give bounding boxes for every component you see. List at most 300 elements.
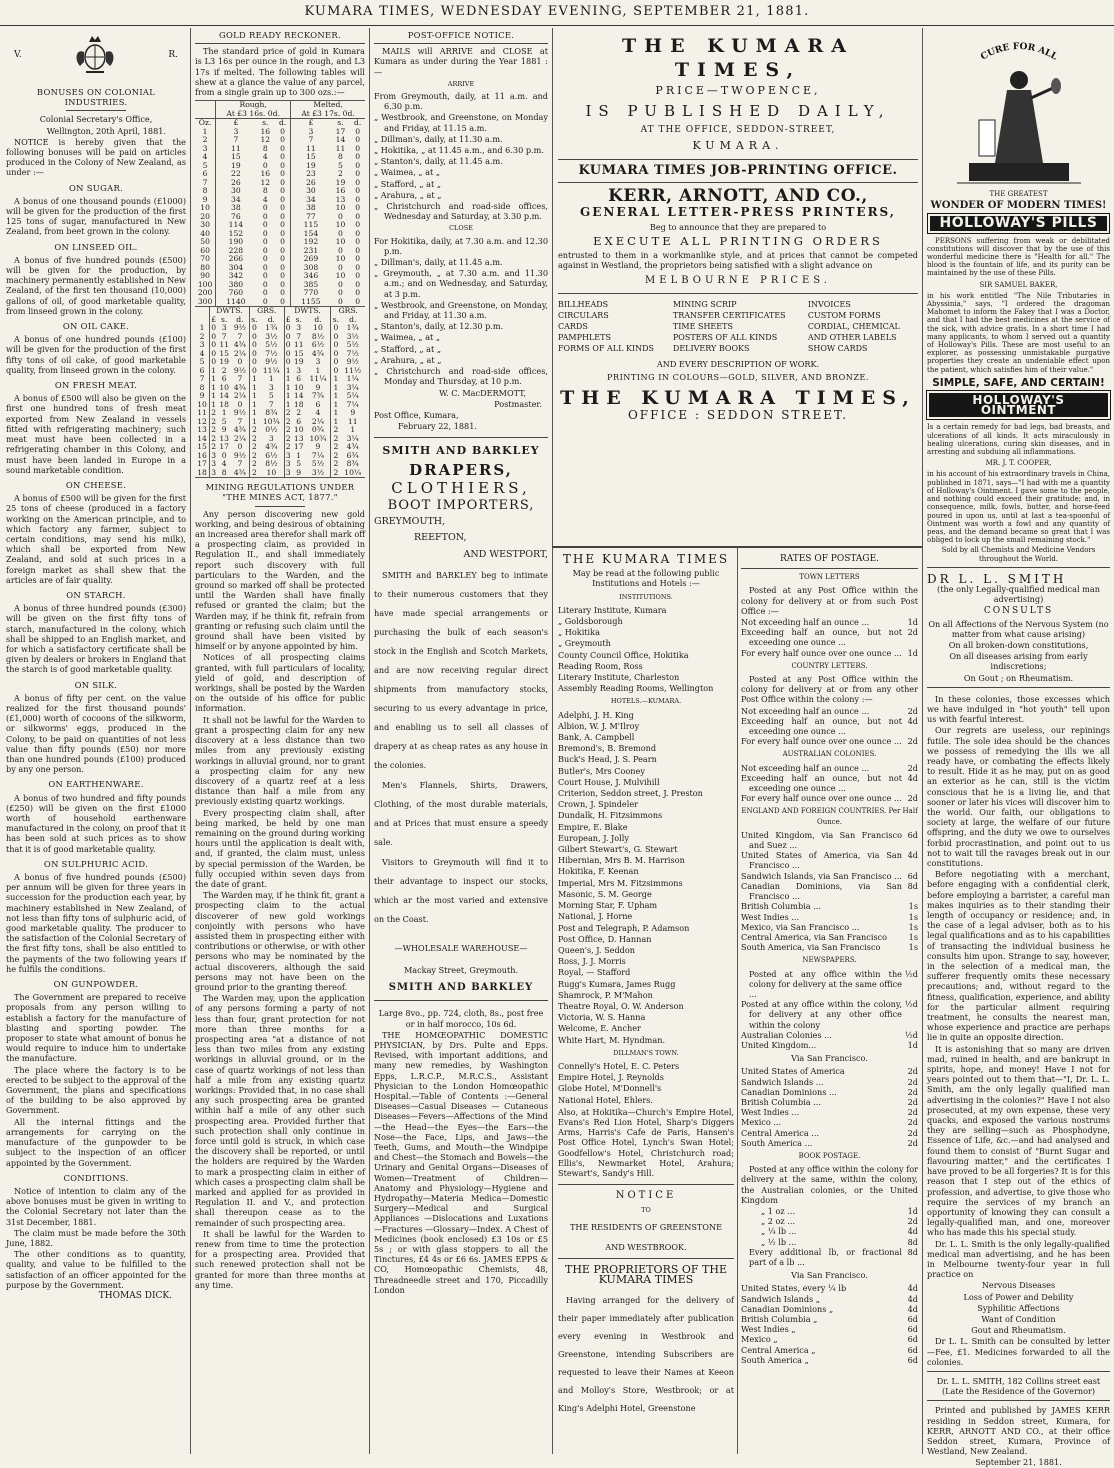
rate-label: Mexico ...	[741, 1117, 782, 1128]
table-cell: 11½	[344, 365, 362, 375]
table-cell: 2¼	[311, 416, 325, 426]
table-cell: 8¾	[346, 459, 359, 469]
holloway-ointment-banner: HOLLOWAY'S OINTMENT	[927, 391, 1110, 419]
table-header: d.	[349, 314, 357, 324]
ailment: Nervous Diseases	[981, 1280, 1056, 1291]
published-daily: IS PUBLISHED DAILY,	[585, 102, 891, 120]
table-cell: 0	[331, 333, 341, 342]
job-printing: KUMARA TIMES JOB-PRINTING OFFICE.	[578, 163, 898, 179]
rate-label: West Indies ...	[741, 1107, 800, 1118]
table-cell: 0	[338, 211, 343, 221]
table-cell: 2	[249, 460, 259, 469]
rate-value: 4d	[907, 772, 918, 783]
divider	[255, 506, 305, 507]
table-cell: 0	[211, 348, 217, 358]
rate-value: 1s	[908, 931, 918, 942]
table-cell: 228	[216, 247, 256, 256]
table-cell: 0	[262, 203, 268, 213]
rate-value: 1d	[907, 1039, 918, 1050]
table-cell: 2	[249, 435, 259, 444]
table-cell: 4	[199, 348, 205, 358]
rate-value: 2d	[907, 762, 918, 773]
table-cell: 10¾	[309, 433, 327, 443]
dr-only: (the only Legally-qualified medical man advertising)	[937, 583, 1100, 605]
divider	[374, 1000, 548, 1001]
table-cell: 2¼	[233, 348, 247, 358]
table-cell: 0	[249, 333, 259, 342]
rate-row	[741, 881, 918, 901]
table-cell: 1¾	[265, 323, 278, 333]
crest-left-letter: V.	[14, 49, 22, 60]
office-street: OFFICE : SEDDON STREET.	[627, 408, 849, 423]
table-cell: 3	[216, 128, 256, 137]
table-cell: 19	[219, 357, 229, 367]
dr-letter: Dr L. L. Smith can be consulted by letter—Fee, £1. Medicines forwarded to all the colonies.	[927, 1336, 1110, 1367]
table-cell: 0	[355, 271, 361, 281]
list-item: Gilbert Stewart's, G. Stewart	[558, 844, 678, 855]
table-cell: 266	[216, 255, 256, 264]
table-cell: 8½	[265, 459, 278, 469]
divider	[927, 1371, 1110, 1372]
table-cell: 3	[211, 450, 217, 460]
rate-label: British Columbia „	[741, 1314, 818, 1325]
book-via-rates	[741, 1283, 918, 1365]
rate-label: Not exceeding half an ounce ...	[741, 705, 870, 716]
table-header: DWTS.	[210, 307, 250, 316]
mail-entry: For Hokitika, daily, at 7.30 a.m. and 12.30 p.m.	[374, 235, 548, 256]
beg-line: Beg to announce that they are prepared to	[649, 221, 827, 232]
newspapers-heading: NEWSPAPERS.	[802, 956, 857, 965]
book-heading: BOOK POSTAGE.	[798, 1151, 861, 1160]
rate-value: 2d	[907, 1127, 918, 1138]
table-cell: 11	[216, 145, 256, 154]
kt-title: THE KUMARA TIMES	[562, 552, 730, 566]
table-cell: 0	[262, 211, 268, 221]
rate-value: 8d	[907, 880, 918, 891]
post-office-date: February 22, 1881.	[398, 421, 477, 432]
divider	[552, 546, 922, 548]
proprietors: THE PROPRIETORS OF THE KUMARA TIMES	[565, 1262, 727, 1287]
table-cell: 100	[197, 279, 213, 289]
table-cell: 10	[335, 203, 346, 213]
table-cell: 3	[211, 467, 217, 477]
table-cell: 13	[335, 194, 346, 204]
table-cell: 0	[211, 323, 217, 333]
divider	[558, 1184, 734, 1185]
australian-rates	[741, 763, 918, 804]
table-cell: 38	[216, 204, 256, 213]
rate-value: 2d	[907, 1137, 918, 1148]
rate-label: Exceeding half an ounce, but not exceeding one ounce ...	[741, 627, 902, 648]
table-cell: 0	[285, 357, 291, 367]
table-cell: 3	[285, 459, 291, 469]
table-cell: 1	[211, 399, 217, 409]
cooper-name: MR. J. T. COOPER,	[985, 459, 1052, 468]
rate-value: 2d	[907, 1216, 918, 1227]
table-cell: 0½	[265, 425, 278, 435]
mail-entry: „ Westbrook, and Greenstone, on Monday and Friday, at 11.15 a.m.	[374, 112, 548, 133]
table-cell: 0	[355, 160, 361, 170]
table-cell: 16	[260, 126, 271, 136]
rate-value: 2d	[907, 1076, 918, 1087]
ailment: Want of Condition	[981, 1313, 1056, 1324]
signature: THOMAS DICK.	[98, 1290, 172, 1301]
list-item: Masonic, S. M. George	[558, 888, 652, 899]
table-cell: 2	[249, 469, 259, 478]
table-cell: 0	[262, 262, 268, 272]
table-cell: 7	[237, 459, 243, 469]
divider	[558, 1258, 734, 1259]
table-cell: 4	[262, 152, 268, 162]
column-rule	[552, 28, 553, 1454]
table-header: s.	[220, 314, 228, 324]
rate-label: Mexico, via San Francisco ...	[741, 921, 860, 932]
table-cell: 1	[211, 374, 217, 384]
table-cell: 9	[315, 382, 321, 392]
table-cell: 2	[331, 435, 341, 444]
table-cell: 1	[315, 365, 321, 375]
table-row	[195, 452, 365, 461]
rate-label: British Columbia ...	[741, 901, 821, 912]
town: KUMARA.	[692, 139, 784, 153]
table-cell: 1	[249, 375, 259, 384]
list-item: White Hart, M. Hyndman.	[558, 1034, 666, 1045]
rate-row	[741, 1304, 918, 1314]
table-cell: 2	[202, 135, 208, 145]
rate-row	[741, 1314, 918, 1324]
ad-boot-importers: BOOT IMPORTERS,	[387, 497, 535, 513]
section-text: A bonus of three hundred pounds (£300) will be given on the first fifty tons of starch, manufactured in the colony, which shall be shipped to an English market, and for which a satisfactory certificate shall be given by dealers or brokers in England that the starch is of good marketable quality.	[6, 603, 186, 675]
rate-value: 4d	[907, 850, 918, 861]
rate-label: West Indies ...	[741, 911, 800, 922]
table-cell: 2	[249, 452, 259, 461]
kt-may-read: May be read at the following public Institutions and Hotels :—	[572, 568, 720, 589]
table-header: s.	[262, 118, 269, 128]
australian-heading: AUSTRALIAN COLONIES.	[782, 750, 877, 759]
section-text: A bonus of one thousand pounds (£1000) will be given for the production of the first 125 tons of sugar, manufactured in New Zealand, from beet grown in the colony.	[6, 195, 186, 237]
list-item: Reading Room, Ross	[558, 660, 643, 671]
table-cell: 3	[199, 340, 205, 350]
table-cell: 1	[350, 425, 356, 435]
dr-smith-heading: DR L. L. SMITH	[927, 571, 1067, 586]
divider	[927, 1400, 1110, 1401]
rate-value: 6d	[907, 1314, 918, 1325]
table-cell: 0	[280, 288, 285, 298]
table-cell: 7	[199, 374, 205, 384]
close-list	[374, 236, 548, 387]
table-cell: 1	[221, 408, 227, 418]
table-cell: 2¼	[233, 391, 247, 401]
list-item: Hokitika, F. Keenan	[558, 866, 639, 877]
simple-safe: SIMPLE, SAFE, AND CERTAIN!	[932, 376, 1105, 389]
rate-label: Exceeding half an ounce, but not exceeding one ounce ...	[741, 772, 902, 794]
table-row	[195, 367, 365, 376]
mail-entry: „ Christchurch and road-side offices, Monday and Thursday, at 10 p.m.	[374, 366, 548, 387]
table-cell: 8	[221, 467, 227, 477]
rate-label: South America ...	[741, 1137, 813, 1148]
table-cell: 11	[291, 145, 331, 154]
table-cell: 1	[199, 323, 205, 333]
rate-label: Sandwich Islands „	[741, 1293, 820, 1304]
table-cell: 1	[249, 418, 259, 427]
rate-label: Not exceeding half an ounce ...	[741, 762, 870, 773]
cooper-text: in his account of his extraordinary travels in China, published in 1871, says—"I had with me a quantity of Holloway's Ointment. I gave some to the people, and nothing could exceed their gratitude; and, in consequence, milk, fowls, butter, and horse-feed poured in upon us, until at last a tea-spoonful of Ointment was worth a fowl and any quantity of peas, and the demand became so great that I was obliged to lock up the small remaining stock."	[927, 470, 1110, 545]
mining-para: It shall not be lawful for the Warden to grant a prospecting claim for any new discovery at a less distance than two miles from any previously existing workings in alluvial ground, nor to grant a prospecting claim for any new discovery of a quartz reef at a less distance than half a mile from any previously existing quartz workings.	[195, 714, 365, 807]
rate-row	[741, 648, 918, 658]
table-cell: 0	[331, 367, 341, 376]
table-cell: 0	[338, 288, 343, 298]
book-rates	[741, 1206, 918, 1247]
ad-street: Mackay Street, Greymouth.	[403, 964, 519, 975]
table-cell: 9½	[346, 357, 359, 367]
printing-colours: PRINTING IN COLOURS—GOLD, SILVER, AND BRONZE.	[606, 372, 870, 383]
table-cell: 5	[199, 357, 205, 367]
table-cell: 17	[219, 442, 229, 452]
rate-label: Exceeding half an ounce, but not exceeding one ounce ...	[741, 715, 902, 737]
table-cell: 4¾	[233, 467, 247, 477]
the-greatest: THE GREATEST	[989, 190, 1048, 198]
divider	[927, 687, 1110, 688]
rate-row	[741, 617, 918, 627]
table-header: £	[291, 119, 331, 128]
table-cell: 0	[249, 358, 259, 367]
rate-value: ½d	[904, 1029, 918, 1040]
table-cell: 0	[338, 279, 343, 289]
entrusted-text: entrusted to them in a workmanlike style, and at prices that cannot be competed against in Westland, the proprietors being satisfied with a slight advance on	[558, 250, 918, 271]
table-cell: 3½	[265, 331, 278, 341]
rate-row	[741, 1283, 918, 1293]
rate-row	[741, 912, 918, 922]
table-cell: 7	[202, 177, 208, 187]
table-cell: 7	[296, 331, 302, 341]
table-cell: 5½	[346, 340, 359, 350]
table-cell: 26	[291, 179, 331, 188]
table-cell: 1	[331, 401, 341, 410]
table-cell: 80	[200, 262, 210, 272]
book-price: Large 8vo., pp. 724, cloth, 8s., post free or in half morocco, 10s 6d.	[378, 1008, 544, 1029]
running-header: KUMARA TIMES, WEDNESDAY EVENING, SEPTEMBER 21, 1881.	[0, 0, 1114, 26]
close-heading: CLOSE	[449, 224, 473, 233]
table-cell: 7	[237, 416, 243, 426]
rate-value: 4d	[907, 1283, 918, 1294]
table-cell: 0	[338, 296, 343, 306]
bonus-sections	[6, 183, 186, 1290]
table-cell: 154	[291, 230, 331, 239]
table-cell: 50	[200, 237, 210, 247]
table-cell: 2¼	[233, 433, 247, 443]
mail-entry: „ Dillman's, daily, at 11.45 a.m.	[374, 257, 503, 268]
table-cell: 11¼	[262, 365, 280, 375]
cure-for-all-figure-icon	[949, 28, 1089, 186]
table-cell: 1140	[216, 298, 256, 307]
job-item: MINING SCRIP	[672, 299, 737, 309]
table-cell: 0	[355, 186, 361, 196]
mail-entry: „ Stanton's, daily, at 12.30 p.m.	[374, 321, 504, 332]
list-item: Shamrock, P. M'Mahon	[558, 989, 653, 1000]
newspaper-rates	[741, 999, 918, 1050]
table-cell: 11	[197, 408, 207, 418]
table-cell: 10¾	[262, 416, 280, 426]
rate-value: 1s	[908, 901, 918, 912]
list-item: Theatre Royal, O. W. Anderson	[558, 1000, 684, 1011]
table-cell: 7	[237, 331, 243, 341]
table-cell: 10	[197, 399, 207, 409]
list-item: Albion, W. J. M'Ilroy	[558, 720, 640, 731]
table-cell: 0	[355, 220, 361, 230]
table-cell: 5	[338, 160, 343, 170]
table-cell: 152	[216, 230, 256, 239]
ad-signature: SMITH AND BARKLEY	[388, 982, 534, 994]
table-cell: 8½	[311, 331, 325, 341]
rate-value: 2d	[907, 1086, 918, 1097]
table-cell: 4¾	[265, 442, 278, 452]
table-cell: 0	[221, 450, 227, 460]
table-row	[195, 401, 365, 410]
table-cell: 0	[280, 194, 285, 204]
table-cell: 2	[211, 442, 217, 452]
svg-text:CURE FOR ALL	[979, 42, 1059, 63]
execute-orders: EXECUTE ALL PRINTING ORDERS	[593, 234, 883, 249]
rate-value: ½d	[904, 999, 918, 1010]
rate-row	[741, 1107, 918, 1117]
table-cell: 22	[216, 170, 256, 179]
table-cell: 1	[285, 382, 291, 392]
table-cell: 2	[211, 425, 217, 435]
rate-value: 1s	[908, 921, 918, 932]
table-cell: 0	[355, 245, 361, 255]
table-cell: 9	[199, 391, 205, 401]
rate-value: 2d	[907, 1066, 918, 1077]
table-cell: 15	[197, 442, 207, 452]
table-cell: 34	[291, 196, 331, 205]
rate-label: „ ¼ lb ...	[761, 1226, 797, 1237]
table-cell: 0	[237, 442, 243, 452]
table-header: £	[211, 314, 217, 324]
dillman-heading: DILLMAN'S TOWN.	[613, 1048, 679, 1057]
rate-label: Canadian Dominions ...	[741, 1086, 837, 1097]
table-cell: 0	[280, 135, 285, 145]
table-cell: 231	[291, 247, 331, 256]
table-cell: 0¾	[311, 425, 325, 435]
table-cell: 14	[335, 135, 346, 145]
rate-value: 2d	[907, 793, 918, 804]
rate-label: United States of America, via San Francisco ...	[741, 850, 902, 871]
table-cell: 0	[280, 169, 285, 179]
ad-westport: AND WESTPORT,	[463, 548, 548, 560]
table-cell: 760	[216, 289, 256, 298]
rate-row	[741, 1117, 918, 1127]
section-heading: ON CHEESE.	[65, 479, 127, 490]
table-cell: 3½	[346, 331, 359, 341]
country-rates	[741, 706, 918, 747]
table-cell: 7	[216, 136, 256, 145]
table-cell: 5¼	[346, 391, 359, 401]
table-cell: 2	[285, 408, 291, 418]
every-description: AND EVERY DESCRIPTION OF WORK.	[656, 358, 820, 369]
table-cell: 10	[200, 203, 210, 213]
notice-residents-2: AND WESTBROOK.	[605, 1241, 687, 1252]
list-item: Empire, E. Blake	[558, 821, 628, 832]
rate-value: 1d	[907, 1205, 918, 1216]
reckoner-title: GOLD READY RECKONER.	[218, 30, 341, 40]
mining-para: Every prospecting claim shall, after being marked, be held by one man remaining on the ground during working hours until the application is dealt with, and, if granted, the claim must, unless by special permission of the Warden, be fully occupied within seven days from the date of grant.	[195, 807, 365, 889]
table-cell: 192	[291, 238, 331, 247]
table-cell: 6	[296, 374, 302, 384]
table-cell: 2	[211, 408, 217, 418]
table-cell: 9	[221, 425, 227, 435]
town-text: Posted at any Post Office within the colony for delivery at or from such Post Office :—	[741, 585, 918, 616]
table-cell: 2	[285, 442, 291, 452]
section-text: A bonus of £500 will also be given on the first one hundred tons of fresh meat exported from New Zealand in vessels fitted with refrigerating machinery; such meat must have been collected in a refrigerating chamber in this Colony, and must have been landed in Europe in a sound marketable condition.	[6, 393, 186, 475]
table-cell: 0	[211, 357, 217, 367]
dr-para: In these colonies, those excesses which we have indulged in "hot youth" tell upon us with fearful interest.	[927, 693, 1110, 725]
table-cell: 30	[291, 187, 331, 196]
table-cell: 0	[280, 143, 285, 153]
divider	[558, 293, 918, 294]
section-heading: ON SULPHURIC ACID.	[43, 858, 149, 869]
table-cell: 11	[219, 340, 229, 350]
table-cell: 19	[293, 357, 304, 367]
table-cell: 2	[331, 460, 341, 469]
mail-entry: „ Stanton's, daily, at 11.45 a.m.	[374, 156, 503, 167]
divider	[927, 567, 1110, 568]
dillman-list	[558, 1061, 734, 1105]
table-cell: 3	[296, 365, 302, 375]
table-cell: 0	[355, 135, 361, 145]
table-cell: 1	[331, 409, 341, 418]
table-cell: 15	[219, 348, 229, 358]
table-cell: 12	[197, 416, 207, 426]
table-cell: 3	[315, 357, 321, 367]
table-cell: 0	[355, 296, 361, 306]
table-cell: 9½	[265, 357, 278, 367]
table-cell: 4¾	[233, 425, 247, 435]
rate-label: Sandwich Islands, via San Francisco ...	[741, 870, 902, 881]
rate-label: Canadian Dominions „	[741, 1303, 834, 1314]
table-cell: 0	[280, 160, 285, 170]
banner-text: CURE FOR ALL	[978, 41, 1059, 63]
ailment: Syphilitic Affections	[977, 1302, 1060, 1313]
table-cell: 9	[296, 467, 302, 477]
rate-label: United Kingdom, via San Francisco and Suez ...	[741, 829, 902, 851]
table-cell: 1	[249, 401, 259, 410]
table-cell: 1	[211, 391, 217, 401]
rate-label: Mexico „	[741, 1334, 778, 1345]
table-cell: 0	[262, 271, 268, 281]
table-cell: 0	[331, 358, 341, 367]
table-cell: 4	[315, 408, 321, 418]
wonder-heading: WONDER OF MODERN TIMES!	[930, 200, 1107, 212]
table-cell: 1	[268, 374, 274, 384]
rate-label: Sandwich Islands ...	[741, 1076, 824, 1087]
rate-label: For every half ounce over one ounce ...	[741, 647, 902, 658]
list-item: Morning Star, F. Upham	[558, 900, 658, 911]
rate-value: 2d	[907, 705, 918, 716]
table-cell: 1	[296, 450, 302, 460]
table-cell: 269	[291, 255, 331, 264]
table-cell: 19	[216, 162, 256, 171]
table-cell: 0	[338, 245, 343, 255]
masthead: THE KUMARA TIMES,	[622, 35, 854, 81]
mail-entry: From Greymouth, daily, at 11 a.m. and 6.30 p.m.	[374, 91, 548, 112]
section-text: All the internal fittings and the arrangements for carrying on the manufacture of the gunpowder to be subject to the inspection of an officer appointed by the Government.	[6, 1116, 186, 1168]
table-cell: 0	[338, 228, 343, 238]
list-item: Connelly's Hotel, E. C. Peters	[558, 1060, 680, 1071]
smith-barkley-name: SMITH AND BARKLEY	[382, 444, 540, 458]
table-cell: 0	[249, 350, 259, 359]
mining-para: The Warden may, upon the application of any persons forming a party of not less than four, grant protection for not more than three months for a prospecting area "at a distance of not less than two miles from any existing workings in alluvial ground, or in the case of quartz workings of not less than half a mile from any existing quartz workings: Provided that, in no case shall any such prospecting area be granted within half a mile of any other such prospecting area. Provided further that such protection shall only continue in force until gold is struck, in which case the discovery shall be reported, or until the holders are required by the Warden to mark a prospecting claim in either of which cases a prospecting claim shall be marked and applied for as provided in Regulation II. and V., and protection shall thereupon cease as to the remainder of such prospecting area.	[195, 993, 365, 1228]
table-cell: 60	[200, 245, 210, 255]
